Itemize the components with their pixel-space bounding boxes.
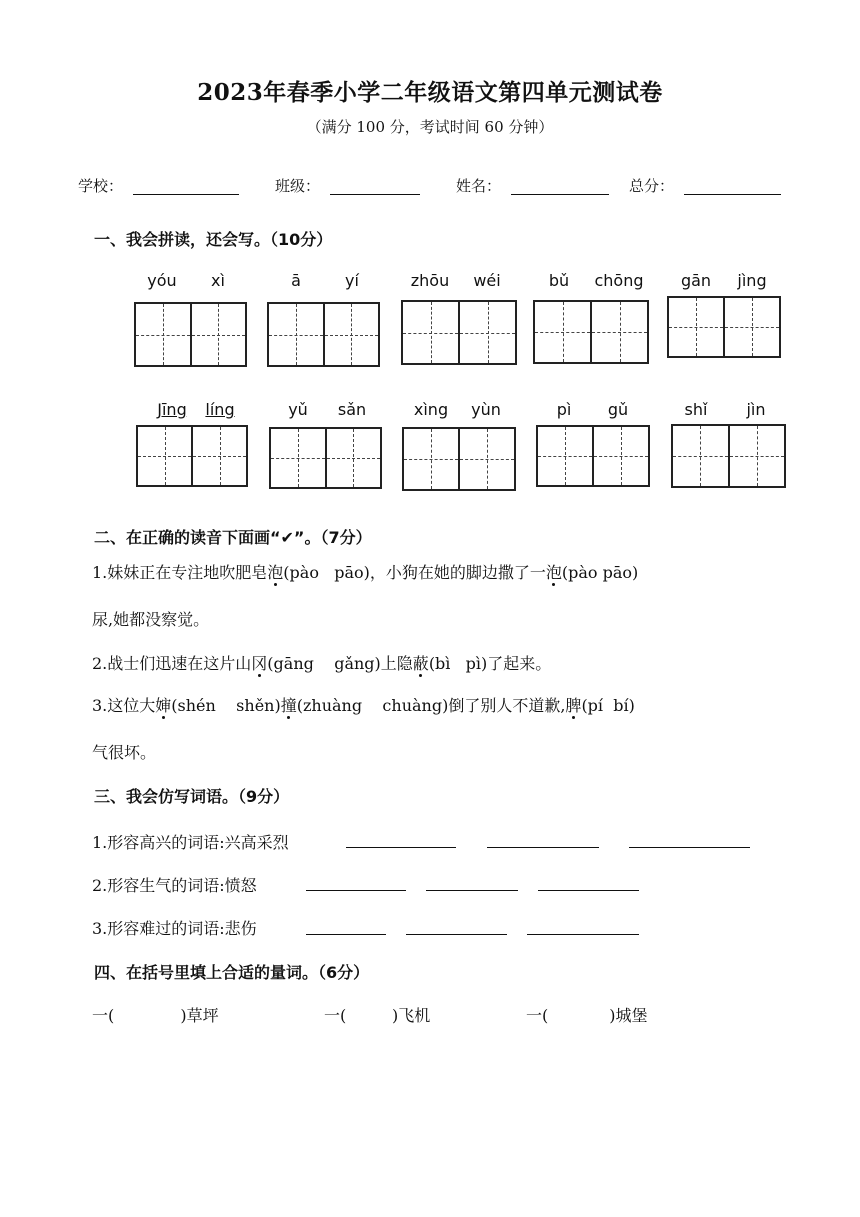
- page-title: 2023年春季小学二年级语文第四单元测试卷: [197, 79, 663, 106]
- question-3-2: 2.形容生气的词语:愤怒: [92, 876, 257, 895]
- pinyin-choices[interactable]: (pào pāo)，小狗在她的脚边撒了一: [283, 563, 546, 582]
- pinyin: zhōu: [410, 271, 450, 290]
- question-3-1: 1.形容高兴的词语:兴高采烈: [92, 833, 289, 852]
- answer-blank[interactable]: [538, 890, 639, 891]
- marked-character: 撞: [281, 693, 297, 716]
- pinyin: xì: [211, 271, 225, 290]
- pinyin-choices[interactable]: (bì pì)了起来。: [428, 654, 552, 673]
- pinyin: yùn: [471, 400, 501, 419]
- pinyin: xìng: [413, 400, 449, 419]
- answer-blank[interactable]: [406, 934, 507, 935]
- school-field[interactable]: [133, 194, 239, 195]
- section2-heading: 二、在正确的读音下面画“✔”。（7分）: [94, 528, 372, 547]
- writing-grid[interactable]: [671, 424, 786, 488]
- question-text: 1.妹妹正在专注地吹肥皂: [92, 563, 268, 582]
- question-2-1: [92, 560, 638, 583]
- marked-character: 婶: [155, 693, 171, 716]
- section4-heading: 四、在括号里填上合适的量词。（6分）: [94, 963, 370, 982]
- writing-grid[interactable]: [536, 425, 650, 487]
- pinyin: jìng: [737, 271, 767, 290]
- question-2-3: [92, 693, 635, 716]
- writing-grid[interactable]: [267, 302, 380, 367]
- writing-grid[interactable]: [269, 427, 382, 489]
- measure-word-item-3[interactable]: 一( )城堡: [526, 1006, 648, 1025]
- answer-blank[interactable]: [306, 934, 386, 935]
- writing-grid[interactable]: [136, 425, 248, 487]
- marked-character: 蔽: [413, 651, 429, 674]
- pinyin: bǔ: [548, 271, 570, 290]
- name-field[interactable]: [511, 194, 609, 195]
- answer-blank[interactable]: [426, 890, 518, 891]
- section1-heading: 一、我会拼读，还会写。（10分）: [94, 230, 333, 249]
- question-3-3: 3.形容难过的词语:悲伤: [92, 919, 257, 938]
- question-2-2: [92, 651, 551, 674]
- pinyin: pì: [556, 400, 572, 419]
- measure-word-item-1[interactable]: 一( )草坪: [92, 1006, 219, 1025]
- marked-character: 泡: [546, 560, 562, 583]
- pinyin: wéi: [473, 271, 501, 290]
- score-field[interactable]: [684, 194, 781, 195]
- pinyin: Jīng: [157, 400, 187, 419]
- pinyin: sǎn: [337, 400, 367, 419]
- pinyin: líng: [205, 400, 235, 419]
- pinyin: jìn: [746, 400, 766, 419]
- class-label: 班级：: [275, 177, 321, 195]
- answer-blank[interactable]: [629, 847, 750, 848]
- answer-blank[interactable]: [487, 847, 599, 848]
- answer-blank[interactable]: [306, 890, 406, 891]
- writing-grid[interactable]: [533, 300, 649, 364]
- pinyin: ā: [291, 271, 301, 290]
- pinyin: gān: [680, 271, 712, 290]
- pinyin-choices[interactable]: (pí bí): [581, 696, 635, 715]
- pinyin: chōng: [594, 271, 644, 290]
- marked-character: 冈: [251, 651, 267, 674]
- writing-grid[interactable]: [401, 300, 517, 365]
- writing-grid[interactable]: [134, 302, 247, 367]
- question-text: 3.这位大: [92, 696, 156, 715]
- answer-blank[interactable]: [346, 847, 456, 848]
- class-field[interactable]: [330, 194, 420, 195]
- pinyin: gǔ: [607, 400, 629, 419]
- measure-word-item-2[interactable]: 一( )飞机: [324, 1006, 431, 1025]
- writing-grid[interactable]: [667, 296, 781, 358]
- pinyin: yóu: [147, 271, 177, 290]
- pinyin: yí: [345, 271, 359, 290]
- score-label: 总分：: [629, 177, 675, 195]
- question-text: 2.战士们迅速在这片山: [92, 654, 252, 673]
- answer-blank[interactable]: [527, 934, 639, 935]
- pinyin-choices[interactable]: (gāng gǎng)上隐: [267, 654, 413, 673]
- pinyin: shǐ: [684, 400, 708, 419]
- marked-character: 脾: [565, 693, 581, 716]
- pinyin-choices[interactable]: (zhuàng chuàng)倒了别人不道歉,: [296, 696, 566, 715]
- name-label: 姓名：: [456, 177, 502, 195]
- question-2-1-continued: 尿,她都没察觉。: [92, 610, 210, 629]
- pinyin-choices[interactable]: (shén shěn): [171, 696, 281, 715]
- page-subtitle: （满分 100 分，考试时间 60 分钟）: [306, 118, 554, 136]
- question-2-3-continued: 气很坏。: [92, 743, 157, 762]
- writing-grid[interactable]: [402, 427, 516, 491]
- section3-heading: 三、我会仿写词语。（9分）: [94, 787, 290, 806]
- school-label: 学校：: [78, 177, 124, 195]
- pinyin: yǔ: [288, 400, 308, 419]
- pinyin-choices[interactable]: (pào pāo): [561, 563, 639, 582]
- marked-character: 泡: [267, 560, 283, 583]
